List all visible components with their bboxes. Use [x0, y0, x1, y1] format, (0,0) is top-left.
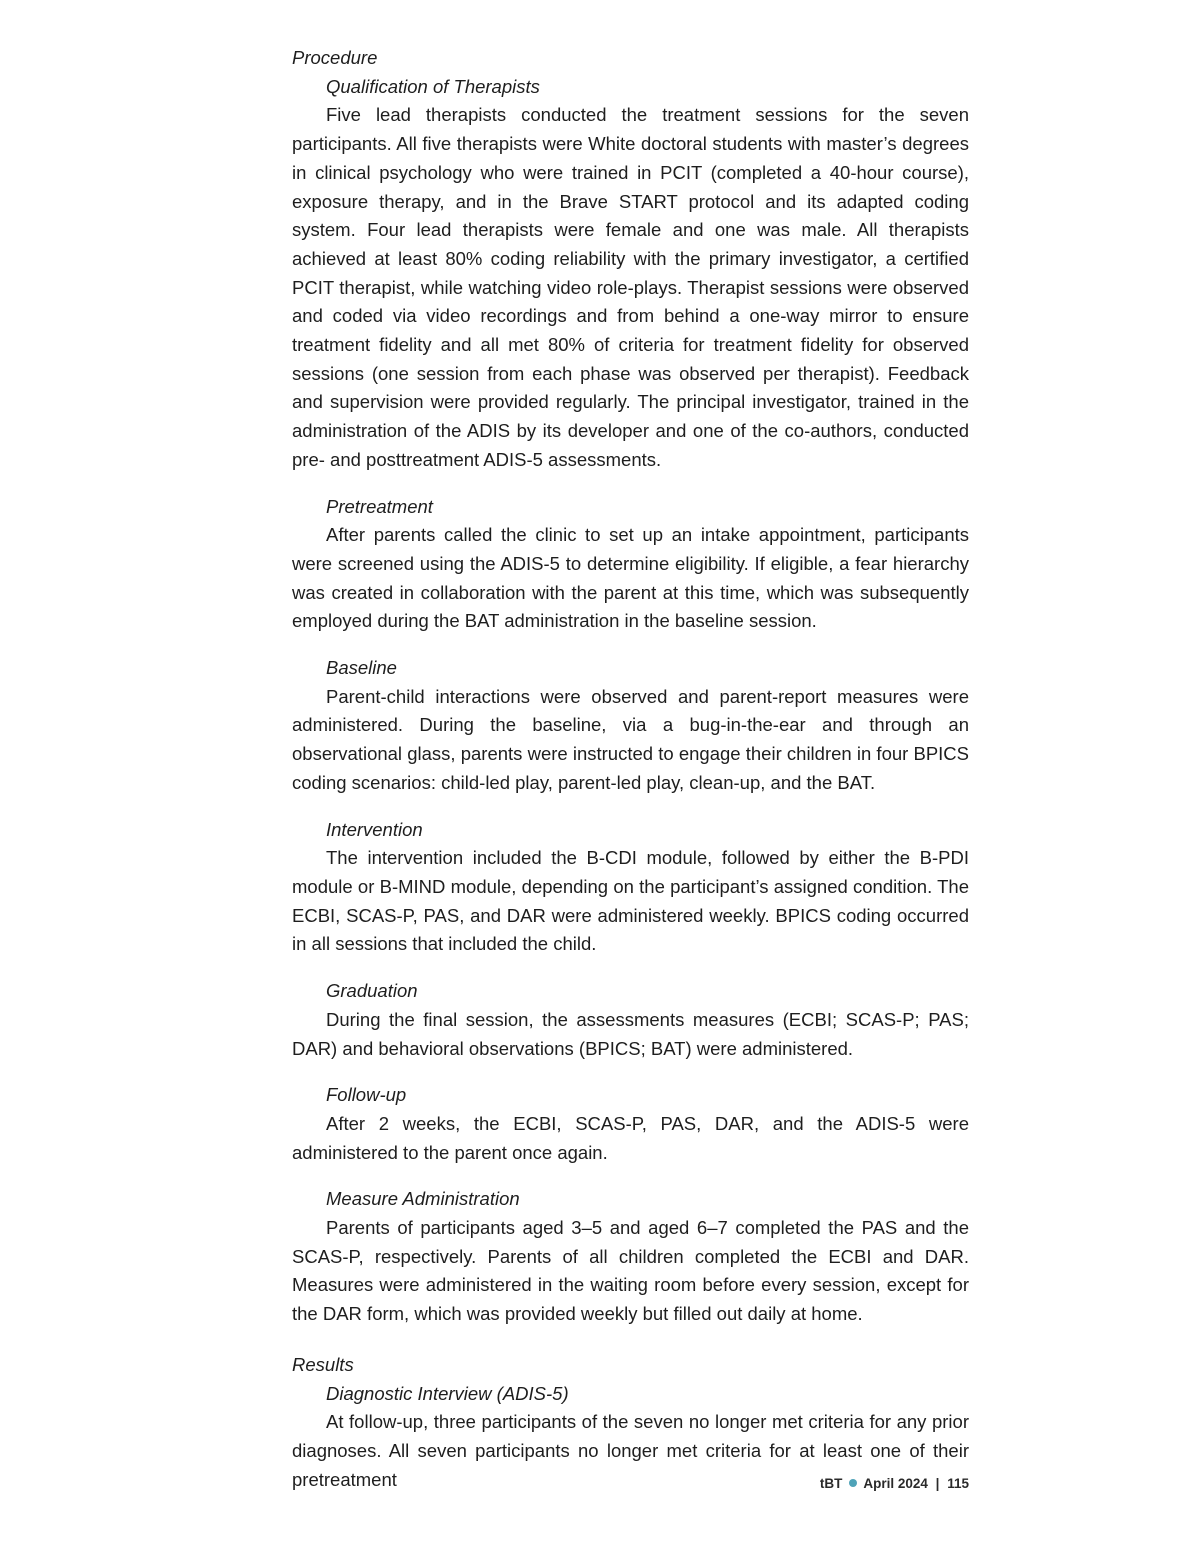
- intervention-heading: Intervention: [326, 818, 423, 840]
- journal-name: tBT: [819, 1476, 843, 1491]
- baseline-heading: Baseline: [326, 657, 397, 679]
- baseline-paragraph: Parent-child interactions were observed and parent-report measures were administered. During the baseline, via a bug-in-the-ear and through an observational glass, parents were instructed to engage their children in four BPICS coding scenarios: child-led play, parent-led play, clean-up, and the BAT.: [292, 685, 969, 793]
- bullet-dot-icon: [849, 1479, 857, 1487]
- spacer: [292, 1167, 969, 1185]
- results-heading: Results: [292, 1353, 354, 1375]
- spacer: [292, 959, 969, 977]
- qualification-heading: Qualification of Therapists: [326, 75, 540, 97]
- intervention-paragraph: The intervention included the B-CDI module, followed by either the B-PDI module or B-MIND module, depending on the participant’s assigned condition. The ECBI, SCAS-P, PAS, and DAR were administered weekly. BPICS coding occurred in all sessions that included the child.: [292, 847, 969, 955]
- spacer: [292, 1329, 969, 1351]
- followup-paragraph: After 2 weeks, the ECBI, SCAS-P, PAS, DAR, and the ADIS-5 were administered to the parent once again.: [292, 1112, 969, 1163]
- spacer: [292, 636, 969, 654]
- issue-date: April 2024: [863, 1476, 928, 1491]
- diagnostic-paragraph: At follow-up, three participants of the seven no longer met criteria for any prior diagnoses. All seven participants no longer met criteria for at least one of their pretreatment: [292, 1411, 969, 1490]
- spacer: [292, 798, 969, 816]
- graduation-paragraph: During the final session, the assessments measures (ECBI; SCAS-P; PAS; DAR) and behavioral observations (BPICS; BAT) were administered.: [292, 1008, 969, 1059]
- diagnostic-heading: Diagnostic Interview (ADIS-5): [326, 1382, 569, 1404]
- pretreatment-heading: Pretreatment: [326, 495, 433, 517]
- page-number: 115: [947, 1476, 969, 1491]
- spacer: [292, 475, 969, 493]
- measure-admin-heading: Measure Administration: [326, 1188, 520, 1210]
- page-footer: [700, 1476, 969, 1491]
- spacer: [292, 1063, 969, 1081]
- followup-heading: Follow-up: [326, 1084, 407, 1106]
- pretreatment-paragraph: After parents called the clinic to set up an intake appointment, participants were screened using the ADIS-5 to determine eligibility. If eligible, a fear hierarchy was created in collaboration with the parent at this time, which was subsequently employed during the BAT administration in the baseline session.: [292, 524, 969, 632]
- graduation-heading: Graduation: [326, 980, 418, 1002]
- measure-admin-paragraph: Parents of participants aged 3–5 and aged 6–7 completed the PAS and the SCAS-P, respectively. Parents of all children completed the ECBI and DAR. Measures were administered in the waiting room before every session, except for the DAR form, which was provided weekly but filled out daily at home.: [292, 1217, 969, 1325]
- qualification-paragraph: Five lead therapists conducted the treatment sessions for the seven participants. All five therapists were White doctoral students with master’s degrees in clinical psychology who were trained in PCIT (completed a 40-hour course), exposure therapy, and in the Brave START protocol and its adapted coding system. Four lead therapists were female and one was male. All therapists achieved at least 80% coding reliability with the primary investigator, a certified PCIT therapist, while watching video role-plays. Therapist sessions were observed and coded via video recordings and from behind a one-way mirror to ensure treatment fidelity and all met 80% of criteria for treatment fidelity for observed sessions (one session from each phase was observed per therapist). Feedback and supervision were provided regularly. The principal investigator, trained in the administration of the ADIS by its developer and one of the co-authors, conducted pre- and posttreatment ADIS-5 assessments.: [292, 104, 969, 470]
- article-body: [292, 44, 969, 1494]
- footer-separator: |: [935, 1476, 940, 1491]
- procedure-heading: Procedure: [292, 47, 378, 68]
